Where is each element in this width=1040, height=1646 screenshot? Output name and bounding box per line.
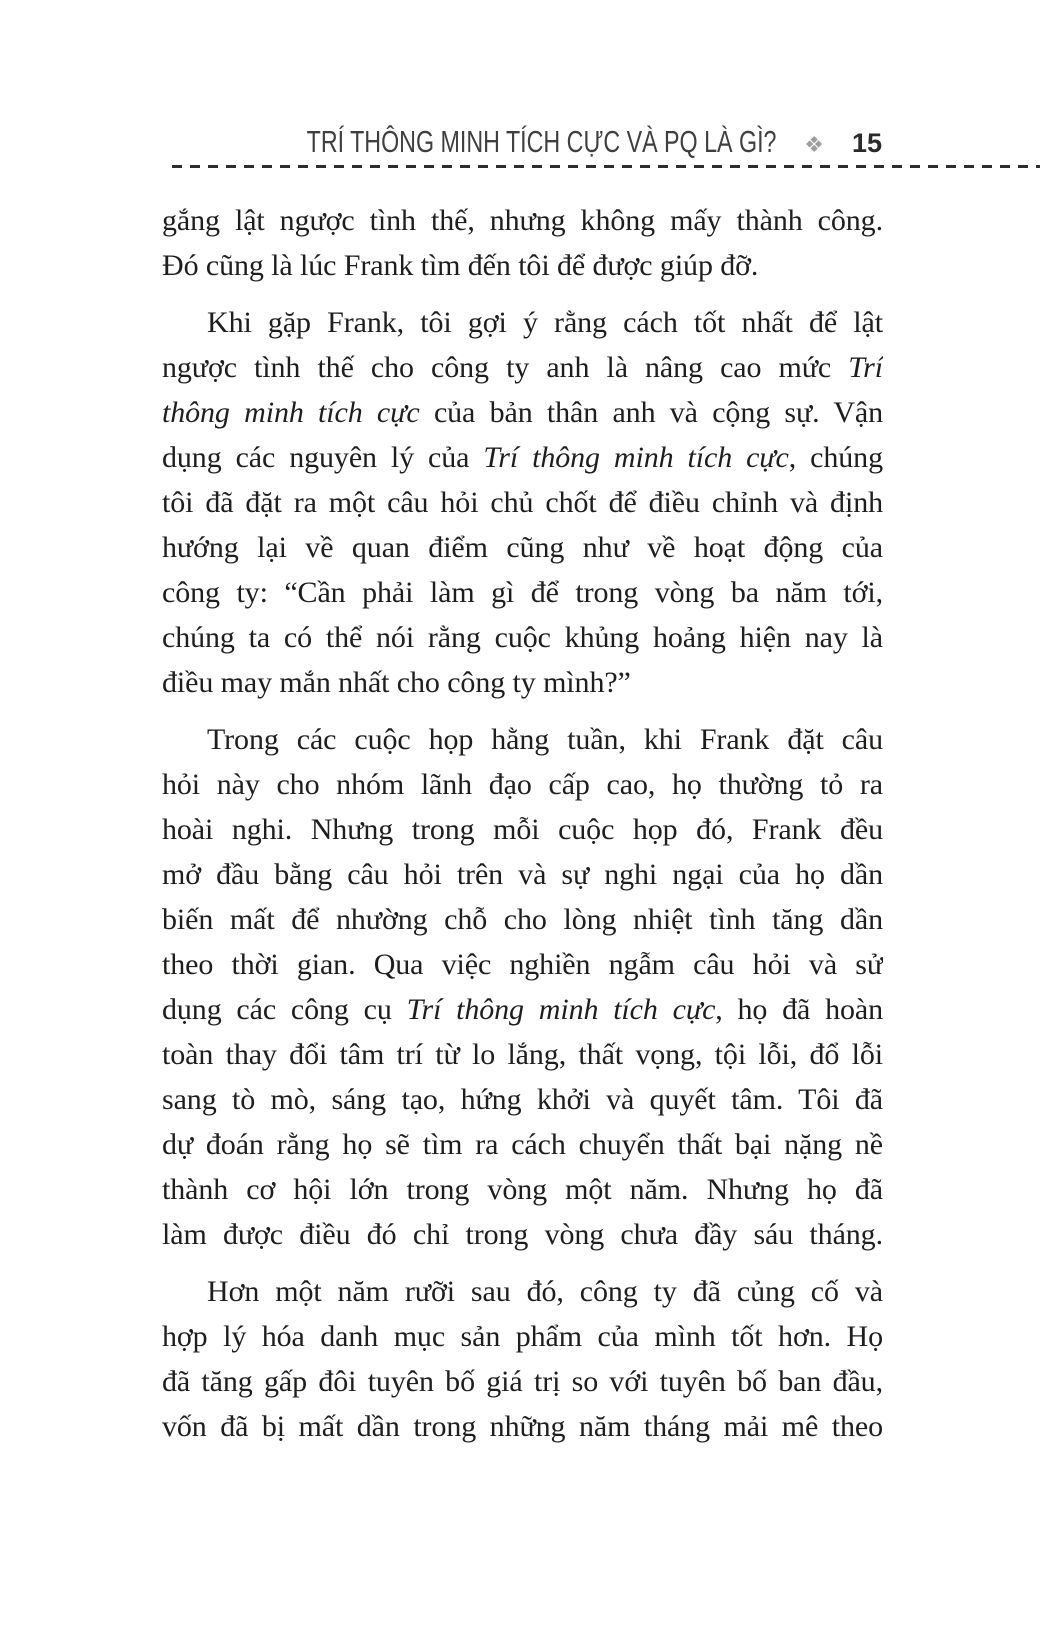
- text-line: [162, 660, 883, 705]
- text-segment: điều may mắn nhất cho công ty mình?”: [162, 666, 631, 699]
- text-segment: công ty: “Cần phải làm gì để trong vòng ba năm tới,: [162, 576, 883, 609]
- text-segment: vốn đã bị mất dần trong những năm tháng mải mê theo: [162, 1410, 883, 1443]
- text-segment: toàn thay đổi tâm trí từ lo lắng, thất vọng, tội lỗi, đổ lỗi: [162, 1038, 883, 1071]
- text-line: [162, 435, 883, 480]
- text-segment: hoài nghi. Nhưng trong mỗi cuộc họp đó, Frank đều: [162, 813, 883, 846]
- text-line: [162, 762, 883, 807]
- text-segment: dự đoán rằng họ sẽ tìm ra cách chuyển thất bại nặng nề: [162, 1128, 883, 1161]
- paragraph: [162, 1269, 883, 1449]
- text-line: [162, 525, 883, 570]
- text-line: [162, 480, 883, 525]
- text-line: [162, 1404, 883, 1449]
- text-line: [162, 615, 883, 660]
- text-segment: gắng lật ngược tình thế, nhưng không mấy thành công.: [162, 204, 883, 237]
- text-segment: Hơn một năm rưỡi sau đó, công ty đã củng cố và: [207, 1275, 883, 1308]
- text-segment: Trong các cuộc họp hằng tuần, khi Frank đặt câu: [207, 723, 883, 756]
- text-segment: , chúng: [788, 441, 883, 474]
- text-segment: làm được điều đó chỉ trong vòng chưa đầy sáu tháng.: [162, 1218, 883, 1251]
- text-segment: của bản thân anh và cộng sự. Vận: [419, 396, 883, 429]
- text-line: [162, 1077, 883, 1122]
- text-segment: sang tò mò, sáng tạo, hứng khởi và quyết tâm. Tôi đã: [162, 1083, 883, 1116]
- text-segment: theo thời gian. Qua việc nghiền ngẫm câu hỏi và sử: [162, 948, 883, 981]
- text-segment: ngược tình thế cho công ty anh là nâng cao mức: [162, 351, 849, 384]
- text-line: [162, 1212, 883, 1257]
- text-segment: , họ đã hoàn: [715, 993, 883, 1026]
- text-line: [162, 570, 883, 615]
- paragraph: [162, 198, 883, 288]
- text-line: [162, 987, 883, 1032]
- text-segment: dụng các công cụ: [162, 993, 407, 1026]
- text-segment: Khi gặp Frank, tôi gợi ý rằng cách tốt nhất để lật: [207, 306, 883, 339]
- header-divider: [172, 165, 1040, 168]
- text-line: [162, 807, 883, 852]
- text-line: [162, 345, 883, 390]
- text-line: [162, 1032, 883, 1077]
- text-line: [162, 897, 883, 942]
- text-segment: hợp lý hóa danh mục sản phẩm của mình tốt hơn. Họ: [162, 1320, 883, 1353]
- paragraph: [162, 717, 883, 1257]
- text-line: [162, 198, 883, 243]
- italic-text-segment: Trí: [848, 351, 883, 384]
- italic-text-segment: Trí thông minh tích cực: [406, 993, 716, 1026]
- text-line: [162, 717, 883, 762]
- text-line: [162, 390, 883, 435]
- text-segment: hỏi này cho nhóm lãnh đạo cấp cao, họ thường tỏ ra: [162, 768, 883, 801]
- page-number: 15: [851, 128, 882, 158]
- text-segment: biến mất để nhường chỗ cho lòng nhiệt tình tăng dần: [162, 903, 883, 936]
- text-segment: chúng ta có thể nói rằng cuộc khủng hoảng hiện nay là: [162, 621, 883, 654]
- paragraph: [162, 300, 883, 705]
- page-body: [162, 198, 883, 1449]
- text-line: [162, 1314, 883, 1359]
- italic-text-segment: thông minh tích cực: [162, 396, 420, 429]
- text-line: [162, 1167, 883, 1212]
- text-line: [162, 300, 883, 345]
- text-segment: dụng các nguyên lý của: [162, 441, 484, 474]
- text-segment: mở đầu bằng câu hỏi trên và sự nghi ngại của họ dần: [162, 858, 883, 891]
- ornament-icon: ❖: [804, 132, 824, 157]
- text-line: [162, 1359, 883, 1404]
- page-header: [0, 124, 882, 160]
- text-line: [162, 1269, 883, 1314]
- text-line: [162, 942, 883, 987]
- running-head-title: TRÍ THÔNG MINH TÍCH CỰC VÀ PQ LÀ GÌ?: [306, 124, 777, 159]
- text-segment: đã tăng gấp đôi tuyên bố giá trị so với tuyên bố ban đầu,: [162, 1365, 883, 1398]
- text-line: [162, 243, 883, 288]
- text-line: [162, 852, 883, 897]
- text-segment: hướng lại về quan điểm cũng như về hoạt động của: [162, 531, 883, 564]
- text-segment: thành cơ hội lớn trong vòng một năm. Nhưng họ đã: [162, 1173, 883, 1206]
- text-line: [162, 1122, 883, 1167]
- text-segment: tôi đã đặt ra một câu hỏi chủ chốt để điều chỉnh và định: [162, 486, 883, 519]
- italic-text-segment: Trí thông minh tích cực: [483, 441, 789, 474]
- text-segment: Đó cũng là lúc Frank tìm đến tôi để được giúp đỡ.: [162, 249, 759, 282]
